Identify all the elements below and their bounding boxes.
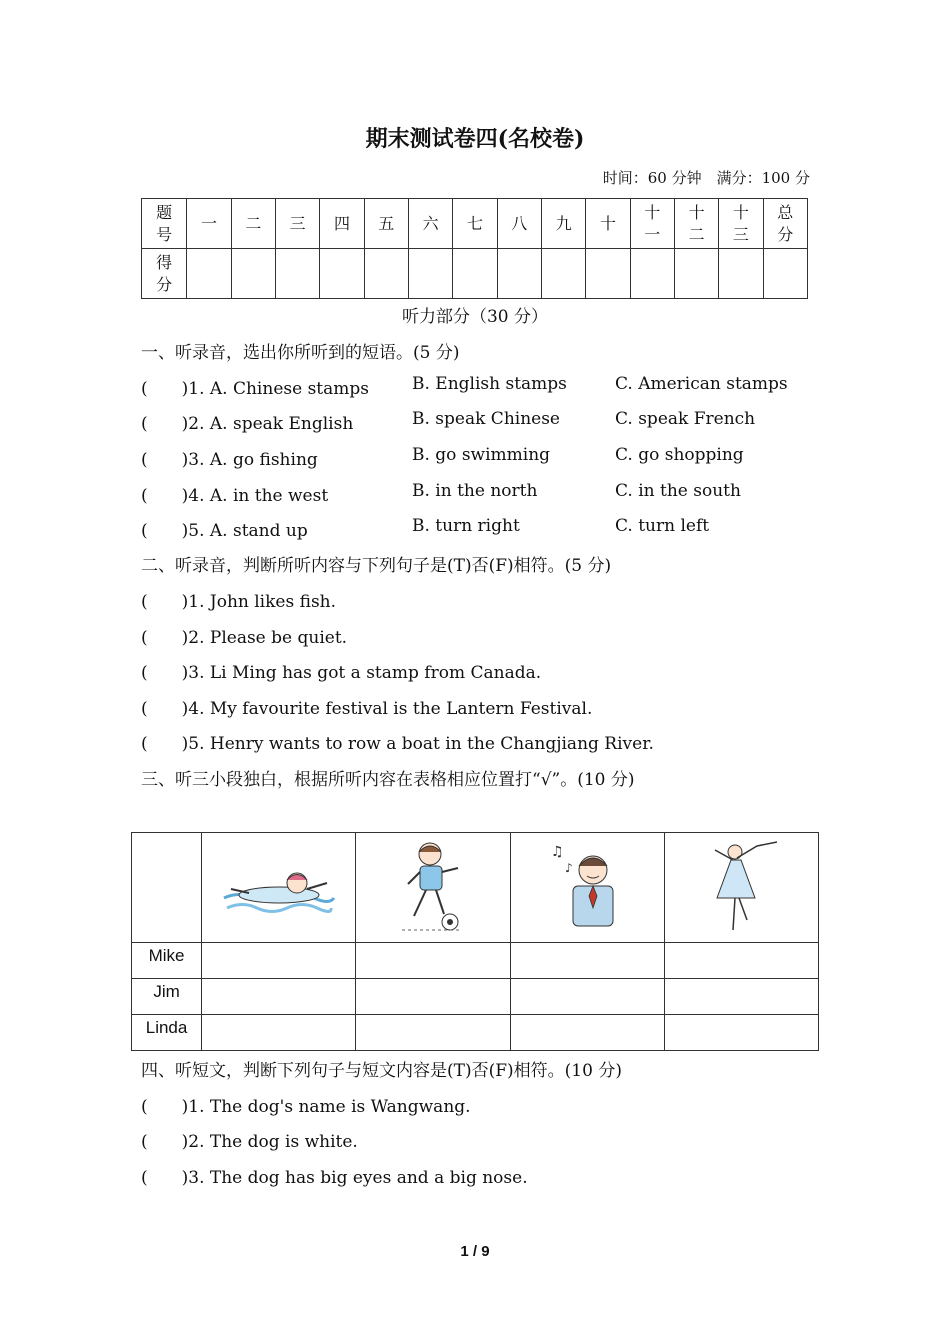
exam-title: 期末测试卷四(名校卷)	[365, 126, 585, 152]
exam-meta: 时间：60 分钟 满分：100 分	[602, 169, 810, 187]
tick-cell[interactable]	[356, 979, 510, 1015]
section1-heading: 一、听录音，选出你所听到的短语。(5 分)	[141, 343, 460, 363]
question-option-a: ( )1. A. Chinese stamps	[141, 379, 369, 399]
question-row	[141, 374, 821, 399]
statement-item: ( )2. Please be quiet.	[141, 628, 348, 648]
picture-row	[132, 833, 819, 943]
name-row-linda	[132, 1015, 819, 1051]
name-row-jim	[132, 979, 819, 1015]
score-header-cell: 六	[408, 199, 452, 249]
score-cell[interactable]	[408, 249, 452, 299]
section3-heading: 三、听三小段独白，根据所听内容在表格相应位置打“√”。(10 分)	[141, 770, 635, 790]
score-cell[interactable]	[719, 249, 763, 299]
activity-table	[131, 832, 819, 1051]
question-option-b: B. English stamps	[412, 374, 567, 394]
question-row	[141, 445, 821, 470]
statement-item: ( )1. The dog's name is Wangwang.	[141, 1097, 471, 1117]
score-header-cell: 四	[320, 199, 364, 249]
score-cell[interactable]	[630, 249, 674, 299]
score-header-cell: 九	[541, 199, 585, 249]
score-value-row	[142, 249, 808, 299]
statement-item: ( )1. John likes fish.	[141, 592, 337, 612]
score-cell[interactable]	[320, 249, 364, 299]
listening-part-title: 听力部分（30 分）	[401, 307, 549, 327]
svg-text:♫: ♫	[551, 843, 564, 860]
football-picture	[398, 838, 468, 938]
page-number: 1 / 9	[460, 1243, 490, 1260]
statement-item: ( )5. Henry wants to row a boat in the Changjiang River.	[141, 734, 654, 754]
question-option-c: C. American stamps	[615, 374, 788, 394]
singing-picture	[547, 838, 627, 938]
score-cell[interactable]	[763, 249, 807, 299]
score-header-cell: 七	[453, 199, 497, 249]
question-option-c: C. go shopping	[615, 445, 744, 465]
tick-cell[interactable]	[510, 979, 664, 1015]
tick-cell[interactable]	[356, 1015, 510, 1051]
swimming-picture	[219, 853, 339, 923]
score-header-cell: 十 二	[674, 199, 718, 249]
student-name: Linda	[132, 1015, 202, 1051]
name-row-mike	[132, 943, 819, 979]
tick-cell[interactable]	[356, 943, 510, 979]
question-option-c: C. in the south	[615, 481, 741, 501]
score-cell[interactable]	[187, 249, 231, 299]
score-header-cell: 五	[364, 199, 408, 249]
swimming-cell	[202, 833, 356, 943]
singing-cell	[510, 833, 664, 943]
tick-cell[interactable]	[510, 943, 664, 979]
question-option-a: ( )2. A. speak English	[141, 414, 354, 434]
question-option-b: B. in the north	[412, 481, 538, 501]
question-option-a: ( )3. A. go fishing	[141, 450, 318, 470]
tick-cell[interactable]	[510, 1015, 664, 1051]
tick-cell[interactable]	[202, 1015, 356, 1051]
score-cell[interactable]	[364, 249, 408, 299]
blank-corner-cell	[132, 833, 202, 943]
svg-text:♪: ♪	[565, 860, 573, 875]
tick-cell[interactable]	[202, 943, 356, 979]
question-row	[141, 409, 821, 434]
statement-item: ( )3. The dog has big eyes and a big nose.	[141, 1168, 528, 1188]
score-cell[interactable]	[497, 249, 541, 299]
question-option-a: ( )5. A. stand up	[141, 521, 308, 541]
score-header-cell: 十	[586, 199, 630, 249]
dancing-picture	[701, 838, 781, 938]
dancing-cell	[664, 833, 818, 943]
question-option-c: C. speak French	[615, 409, 756, 429]
section2-heading: 二、听录音，判断所听内容与下列句子是(T)否(F)相符。(5 分)	[141, 556, 612, 576]
question-option-a: ( )4. A. in the west	[141, 486, 329, 506]
tick-cell[interactable]	[664, 943, 818, 979]
question-row	[141, 481, 821, 506]
score-table	[141, 198, 808, 299]
score-cell[interactable]	[275, 249, 319, 299]
score-header-row	[142, 199, 808, 249]
student-name: Jim	[132, 979, 202, 1015]
football-cell	[356, 833, 510, 943]
section4-heading: 四、听短文，判断下列句子与短文内容是(T)否(F)相符。(10 分)	[141, 1061, 622, 1081]
score-cell[interactable]	[541, 249, 585, 299]
score-header-cell: 一	[187, 199, 231, 249]
score-cell[interactable]	[674, 249, 718, 299]
score-row-label: 题 号	[142, 199, 187, 249]
score-cell[interactable]	[231, 249, 275, 299]
score-header-cell: 十 三	[719, 199, 763, 249]
score-header-cell: 八	[497, 199, 541, 249]
student-name: Mike	[132, 943, 202, 979]
tick-cell[interactable]	[664, 979, 818, 1015]
score-row-label: 得 分	[142, 249, 187, 299]
tick-cell[interactable]	[202, 979, 356, 1015]
question-option-b: B. turn right	[412, 516, 520, 536]
score-header-cell: 总 分	[763, 199, 807, 249]
score-header-cell: 二	[231, 199, 275, 249]
score-cell[interactable]	[586, 249, 630, 299]
question-row	[141, 516, 821, 541]
question-option-b: B. speak Chinese	[412, 409, 560, 429]
statement-item: ( )2. The dog is white.	[141, 1132, 358, 1152]
question-option-c: C. turn left	[615, 516, 710, 536]
statement-item: ( )3. Li Ming has got a stamp from Canada.	[141, 663, 542, 683]
question-option-b: B. go swimming	[412, 445, 551, 465]
score-header-cell: 三	[275, 199, 319, 249]
score-header-cell: 十 一	[630, 199, 674, 249]
tick-cell[interactable]	[664, 1015, 818, 1051]
score-cell[interactable]	[453, 249, 497, 299]
statement-item: ( )4. My favourite festival is the Lantern Festival.	[141, 699, 593, 719]
